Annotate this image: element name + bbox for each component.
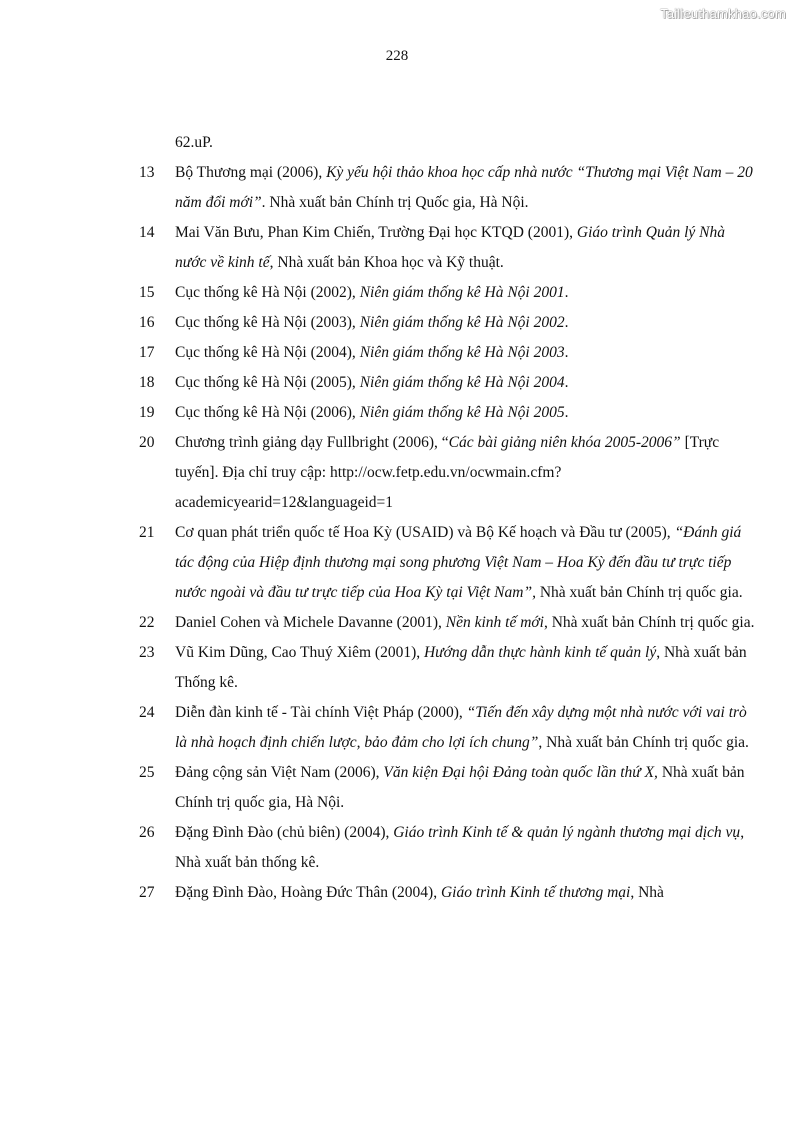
- reference-segment: [Trực tuyến]. Địa chỉ truy cập: http://ocw.fetp.edu.vn/ocwmain.cfm?academicyearid=12&languageid=1: [175, 434, 720, 511]
- reference-item: [139, 158, 759, 218]
- reference-item: [139, 218, 759, 278]
- reference-title: Kỳ yếu hội thảo khoa học cấp nhà nước “Thương mại Việt Nam – 20 năm đổi mới”: [175, 164, 753, 211]
- reference-title: Niên giám thống kê Hà Nội 2001: [359, 284, 565, 301]
- reference-segment: Cục thống kê Hà Nội (2002),: [175, 284, 360, 301]
- reference-item: [139, 698, 759, 758]
- reference-item: [139, 518, 759, 608]
- reference-number: 20: [139, 434, 155, 451]
- reference-segment: .: [564, 404, 569, 421]
- reference-title: Nền kinh tế mới: [445, 614, 544, 631]
- reference-number: 16: [139, 314, 155, 331]
- reference-number: 15: [139, 284, 155, 301]
- continuation-text: 62.uP.: [175, 134, 213, 151]
- reference-item: [139, 308, 759, 338]
- reference-text: [175, 878, 759, 908]
- reference-item: [139, 428, 759, 518]
- reference-title: “Tiến đến xây dựng một nhà nước với vai trò là nhà hoạch định chiến lược, bảo đảm cho lợi ích chung”: [175, 704, 747, 751]
- reference-segment: , Nhà xuất bản Khoa học và Kỹ thuật.: [269, 254, 504, 271]
- reference-text: [175, 698, 759, 758]
- reference-text: [175, 218, 759, 278]
- reference-segment: Mai Văn Bưu, Phan Kim Chiến, Trường Đại học KTQD (2001),: [175, 224, 577, 241]
- reference-title: Niên giám thống kê Hà Nội 2005: [359, 404, 565, 421]
- reference-item: [139, 638, 759, 698]
- reference-text: [175, 158, 759, 218]
- reference-number: 22: [139, 614, 155, 631]
- reference-text: [175, 278, 759, 308]
- watermark: Tailieuthamkhao.com: [660, 6, 786, 21]
- reference-segment: .: [564, 344, 569, 361]
- reference-segment: Daniel Cohen và Michele Davanne (2001),: [175, 614, 446, 631]
- reference-text: [175, 518, 759, 608]
- reference-number: 24: [139, 704, 155, 721]
- reference-text: [175, 608, 759, 638]
- reference-title: “Đánh giá tác động của Hiệp định thương mại song phương Việt Nam – Hoa Kỳ đến đầu tư trực tiếp nước ngoài và đầu tư trực tiếp của Hoa Kỳ tại Việt Nam”,: [175, 524, 742, 601]
- reference-text: [175, 398, 759, 428]
- reference-text: [175, 638, 759, 698]
- reference-item: [139, 338, 759, 368]
- reference-number: 19: [139, 404, 155, 421]
- reference-segment: . Nhà xuất bản Chính trị Quốc gia, Hà Nội.: [261, 194, 529, 211]
- reference-text: [175, 428, 759, 518]
- reference-item: [139, 818, 759, 878]
- reference-title: Văn kiện Đại hội Đảng toàn quốc lần thứ X,: [383, 764, 658, 781]
- reference-segment: Bộ Thương mại (2006),: [175, 164, 327, 181]
- reference-number: 14: [139, 224, 155, 241]
- reference-text: [175, 818, 759, 878]
- reference-item: [139, 368, 759, 398]
- reference-number: 26: [139, 824, 155, 841]
- reference-number: 21: [139, 524, 155, 541]
- reference-item: [139, 398, 759, 428]
- reference-title: Giáo trình Kinh tế & quản lý ngành thương mại dịch vụ: [393, 824, 741, 841]
- reference-list: [139, 128, 759, 908]
- reference-item: [139, 278, 759, 308]
- reference-title: Giáo trình Kinh tế thương mại: [440, 884, 631, 901]
- reference-number: 27: [139, 884, 155, 901]
- reference-segment: Đặng Đình Đào, Hoàng Đức Thân (2004),: [175, 884, 441, 901]
- reference-item: [139, 608, 759, 638]
- page-number: 228: [385, 48, 409, 64]
- reference-segment: Đảng cộng sản Việt Nam (2006),: [175, 764, 384, 781]
- reference-text: [175, 308, 759, 338]
- reference-segment: Nhà xuất bản Chính trị quốc gia.: [535, 584, 743, 601]
- reference-title: Niên giám thống kê Hà Nội 2004: [359, 374, 565, 391]
- reference-continuation: [139, 128, 759, 158]
- reference-number: 25: [139, 764, 155, 781]
- reference-title: Các bài giảng niên khóa 2005-2006”: [448, 434, 681, 451]
- reference-segment: Cơ quan phát triển quốc tế Hoa Kỳ (USAID) và Bộ Kế hoạch và Đầu tư (2005),: [175, 524, 675, 541]
- reference-item: [139, 878, 759, 908]
- reference-number: 17: [139, 344, 155, 361]
- reference-text: [175, 758, 759, 818]
- reference-segment: Cục thống kê Hà Nội (2004),: [175, 344, 360, 361]
- reference-items: [139, 158, 759, 908]
- reference-segment: , Nhà xuất bản Chính trị quốc gia.: [543, 614, 755, 631]
- reference-text: [175, 338, 759, 368]
- reference-title: Niên giám thống kê Hà Nội 2002: [359, 314, 565, 331]
- reference-title: Giáo trình Quản lý Nhà nước về kinh tế: [175, 224, 725, 271]
- reference-segment: Vũ Kim Dũng, Cao Thuý Xiêm (2001),: [175, 644, 424, 661]
- reference-item: [139, 758, 759, 818]
- reference-segment: .: [564, 284, 569, 301]
- reference-segment: , Nhà xuất bản Thống kê.: [175, 644, 747, 691]
- reference-number: 23: [139, 644, 155, 661]
- reference-segment: , Nhà: [630, 884, 664, 901]
- reference-number: 13: [139, 164, 155, 181]
- reference-segment: .: [564, 374, 569, 391]
- reference-title: Hướng dẫn thực hành kinh tế quản lý: [423, 644, 657, 661]
- reference-segment: Chương trình giảng dạy Fullbright (2006), “: [175, 434, 449, 451]
- reference-segment: .: [564, 314, 569, 331]
- reference-text: [175, 368, 759, 398]
- reference-segment: Cục thống kê Hà Nội (2003),: [175, 314, 360, 331]
- reference-number: 18: [139, 374, 155, 391]
- reference-segment: Nhà xuất bản Chính trị quốc gia, Hà Nội.: [175, 764, 745, 811]
- reference-segment: , Nhà xuất bản Chính trị quốc gia.: [538, 734, 749, 751]
- reference-segment: , Nhà xuất bản thống kê.: [175, 824, 745, 871]
- reference-segment: Diễn đàn kinh tế - Tài chính Việt Pháp (2000),: [175, 704, 467, 721]
- reference-segment: Cục thống kê Hà Nội (2005),: [175, 374, 360, 391]
- reference-segment: Đặng Đình Đào (chủ biên) (2004),: [175, 824, 394, 841]
- reference-segment: Cục thống kê Hà Nội (2006),: [175, 404, 360, 421]
- reference-title: Niên giám thống kê Hà Nội 2003: [359, 344, 565, 361]
